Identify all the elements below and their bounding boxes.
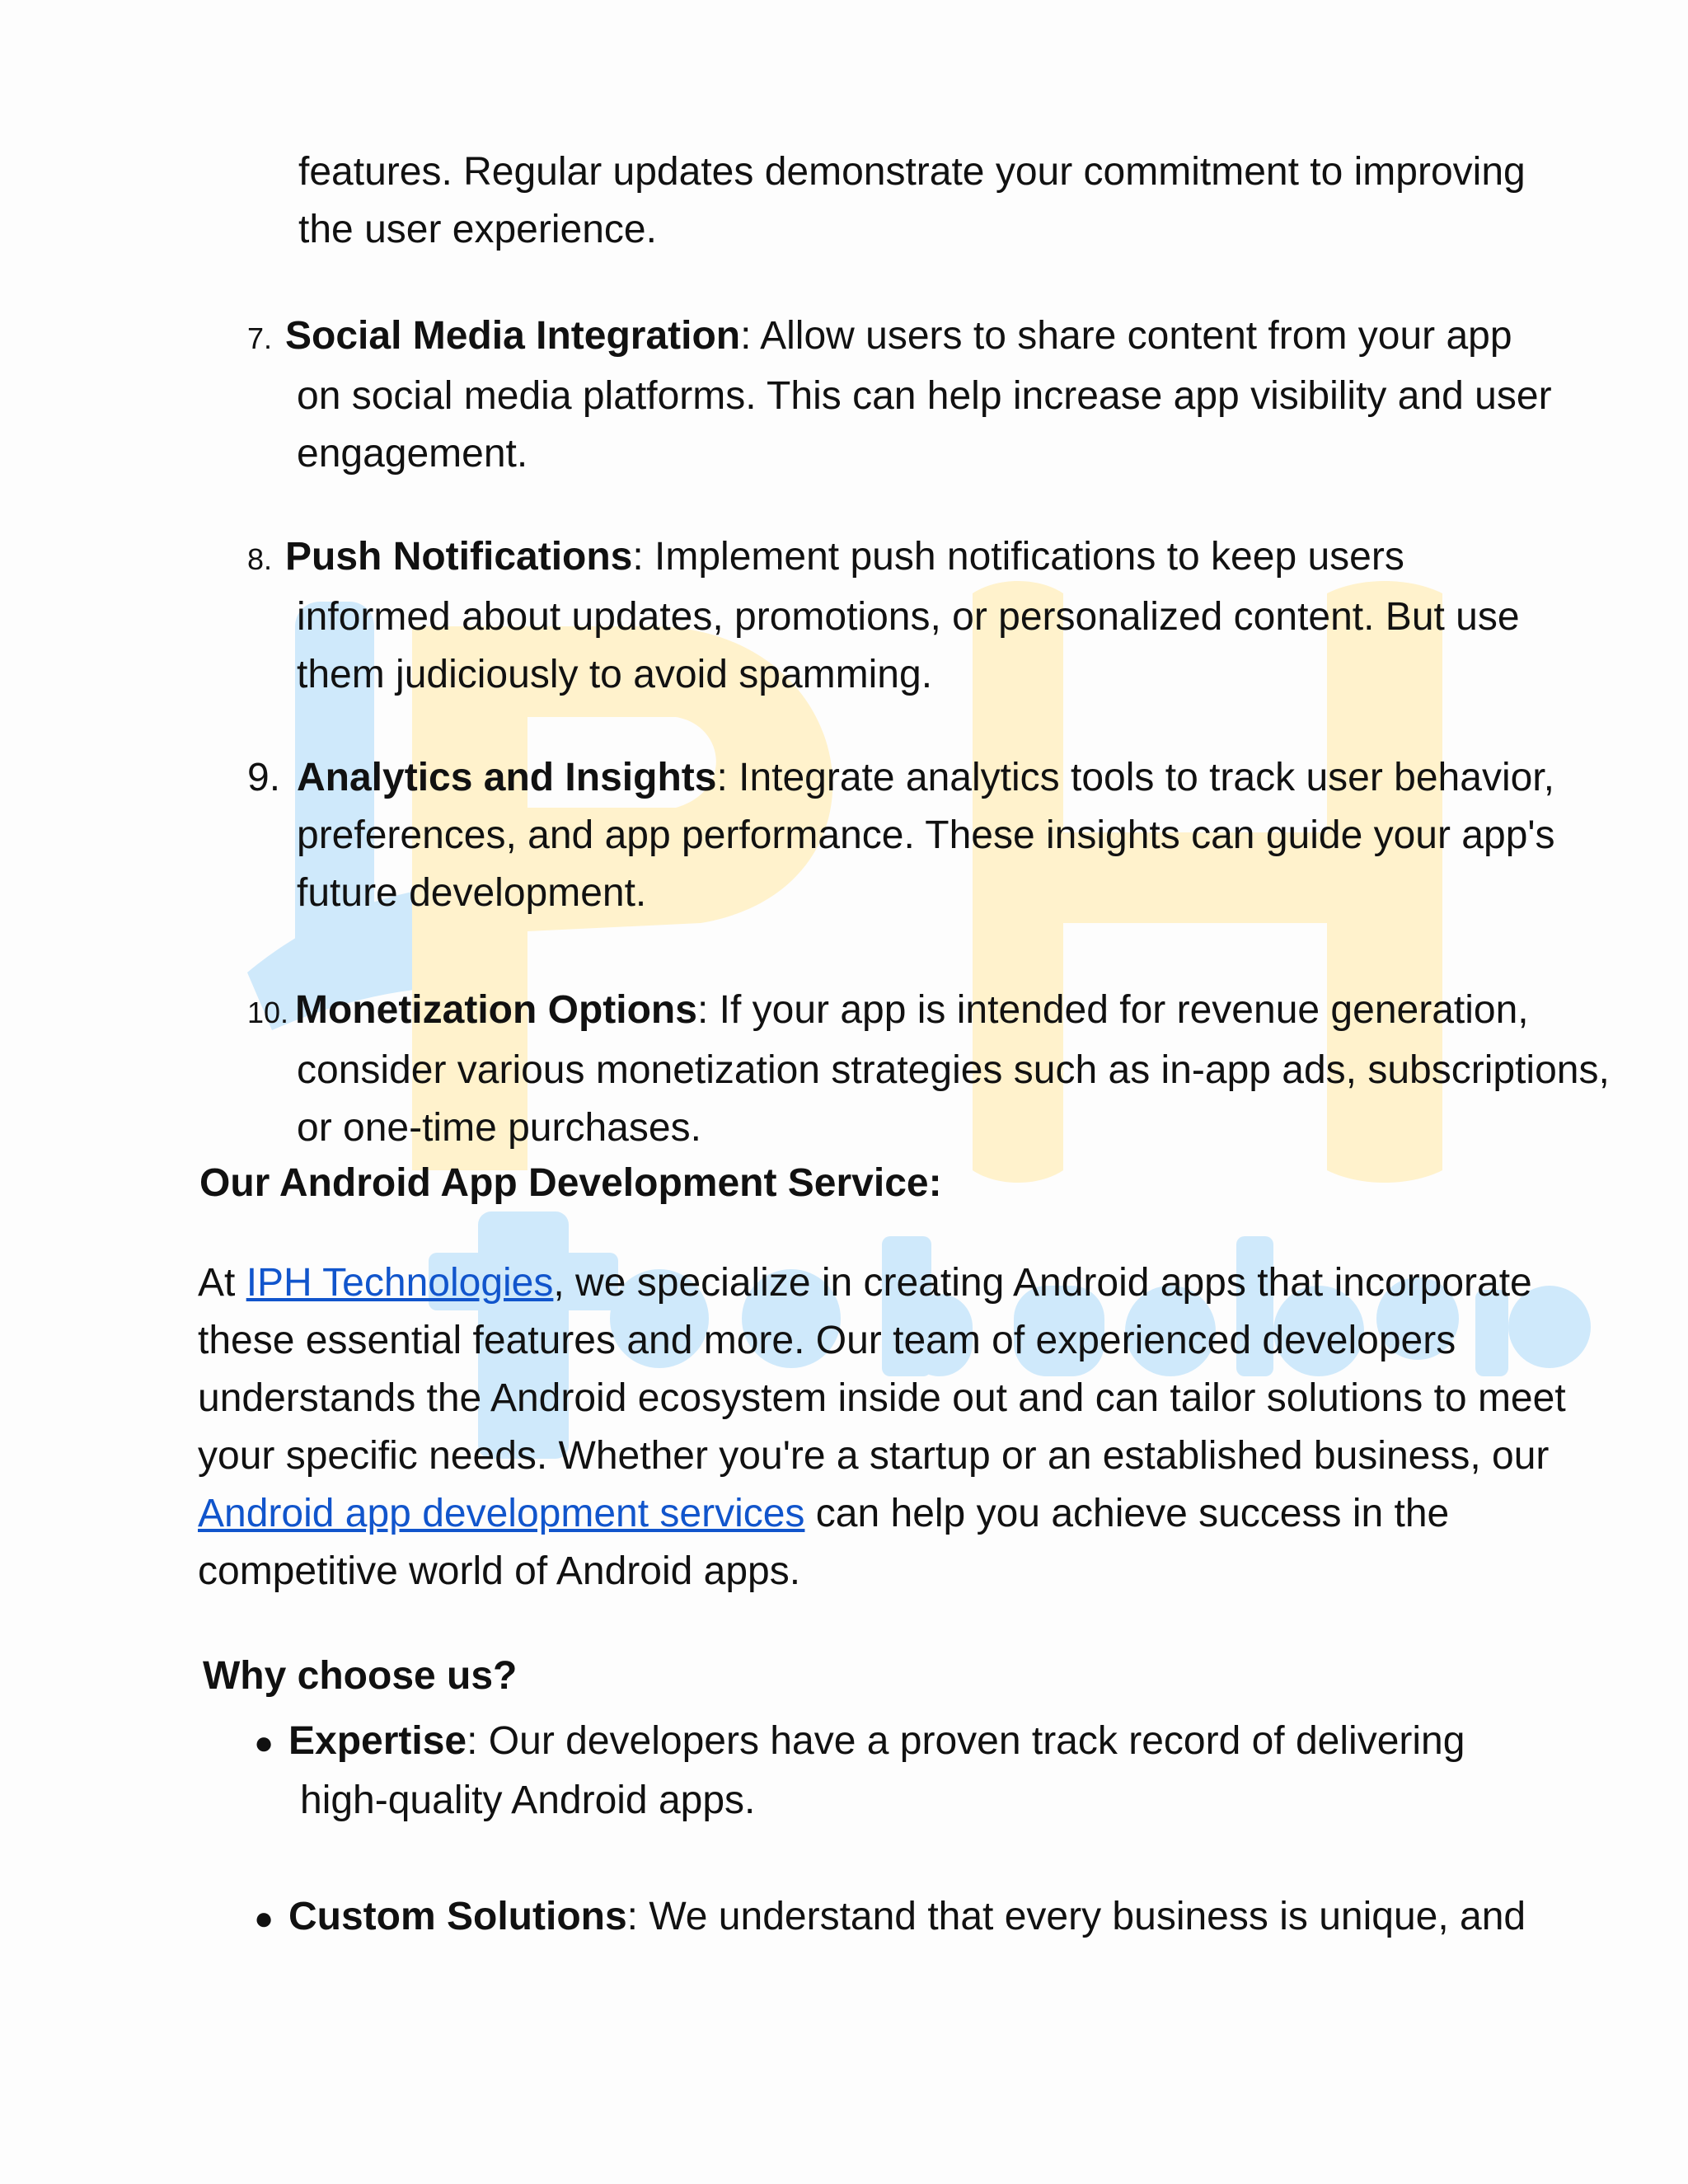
list-item-8: 8. Push Notifications: Implement push notifications to keep users informed about updates, promotions, or personalized content. But use them judiciously to avoid spamming.	[247, 528, 1615, 704]
intro-line-2: the user experience.	[298, 208, 657, 251]
service-paragraph: At IPH Technologies, we specialize in creating Android apps that incorporate these essential features and more. Our team of experienced developers understands the Android ecosystem inside out and can tailor solutions to meet your specific needs. Whether you're a startup or an established business, our Android app development services can help you achieve success in the competitive world of Android apps.	[198, 1261, 1566, 1593]
bullet-icon: ●	[254, 1725, 274, 1761]
feature-title: Analytics and Insights	[297, 756, 717, 799]
feature-description: consider various monetization strategies such as in-app ads, subscriptions, or one-time purchases.	[297, 1048, 1610, 1150]
why-heading: Why choose us?	[203, 1654, 518, 1698]
list-number: 7.	[247, 321, 273, 355]
android-services-link[interactable]: Android app development services	[198, 1492, 805, 1535]
bullet-custom-solutions: ● Custom Solutions: We understand that every business is unique, and	[254, 1888, 1614, 1947]
bullet-title: Expertise	[288, 1719, 467, 1763]
iph-technologies-link[interactable]: IPH Technologies	[246, 1261, 554, 1305]
list-item-10: 10. Monetization Options: If your app is intended for revenue generation, consider various monetization strategies such as in-app ads, subscriptions, or one-time purchases.	[247, 982, 1615, 1157]
list-number: 10.	[247, 996, 289, 1029]
bullet-icon: ●	[254, 1900, 274, 1937]
bullet-title: Custom Solutions	[288, 1895, 627, 1938]
feature-description: preferences, and app performance. These insights can guide your app's future development.	[297, 813, 1555, 915]
feature-title: Push Notifications	[285, 535, 633, 579]
feature-title: Monetization Options	[295, 988, 697, 1032]
intro-line-1: features. Regular updates demonstrate your commitment to improving	[298, 150, 1526, 194]
list-item-7: 7. Social Media Integration: Allow users to share content from your app on social media platforms. This can help increase app visibility and user engagement.	[247, 307, 1615, 483]
list-item-9: 9. Analytics and Insights: Integrate analytics tools to track user behavior, preferences, and app performance. These insights can guide your app's future development.	[247, 749, 1615, 922]
list-number: 8.	[247, 542, 273, 576]
feature-description: informed about updates, promotions, or personalized content. But use them judiciously to avoid spamming.	[297, 595, 1520, 696]
bullet-expertise: ● Expertise: Our developers have a proven track record of delivering high-quality Android apps.	[254, 1713, 1614, 1830]
feature-title: Social Media Integration	[285, 314, 741, 358]
service-heading: Our Android App Development Service:	[199, 1161, 942, 1205]
feature-description: on social media platforms. This can help increase app visibility and user engagement.	[297, 374, 1552, 476]
list-number: 9.	[247, 756, 281, 799]
bullet-description: high-quality Android apps.	[300, 1779, 756, 1822]
